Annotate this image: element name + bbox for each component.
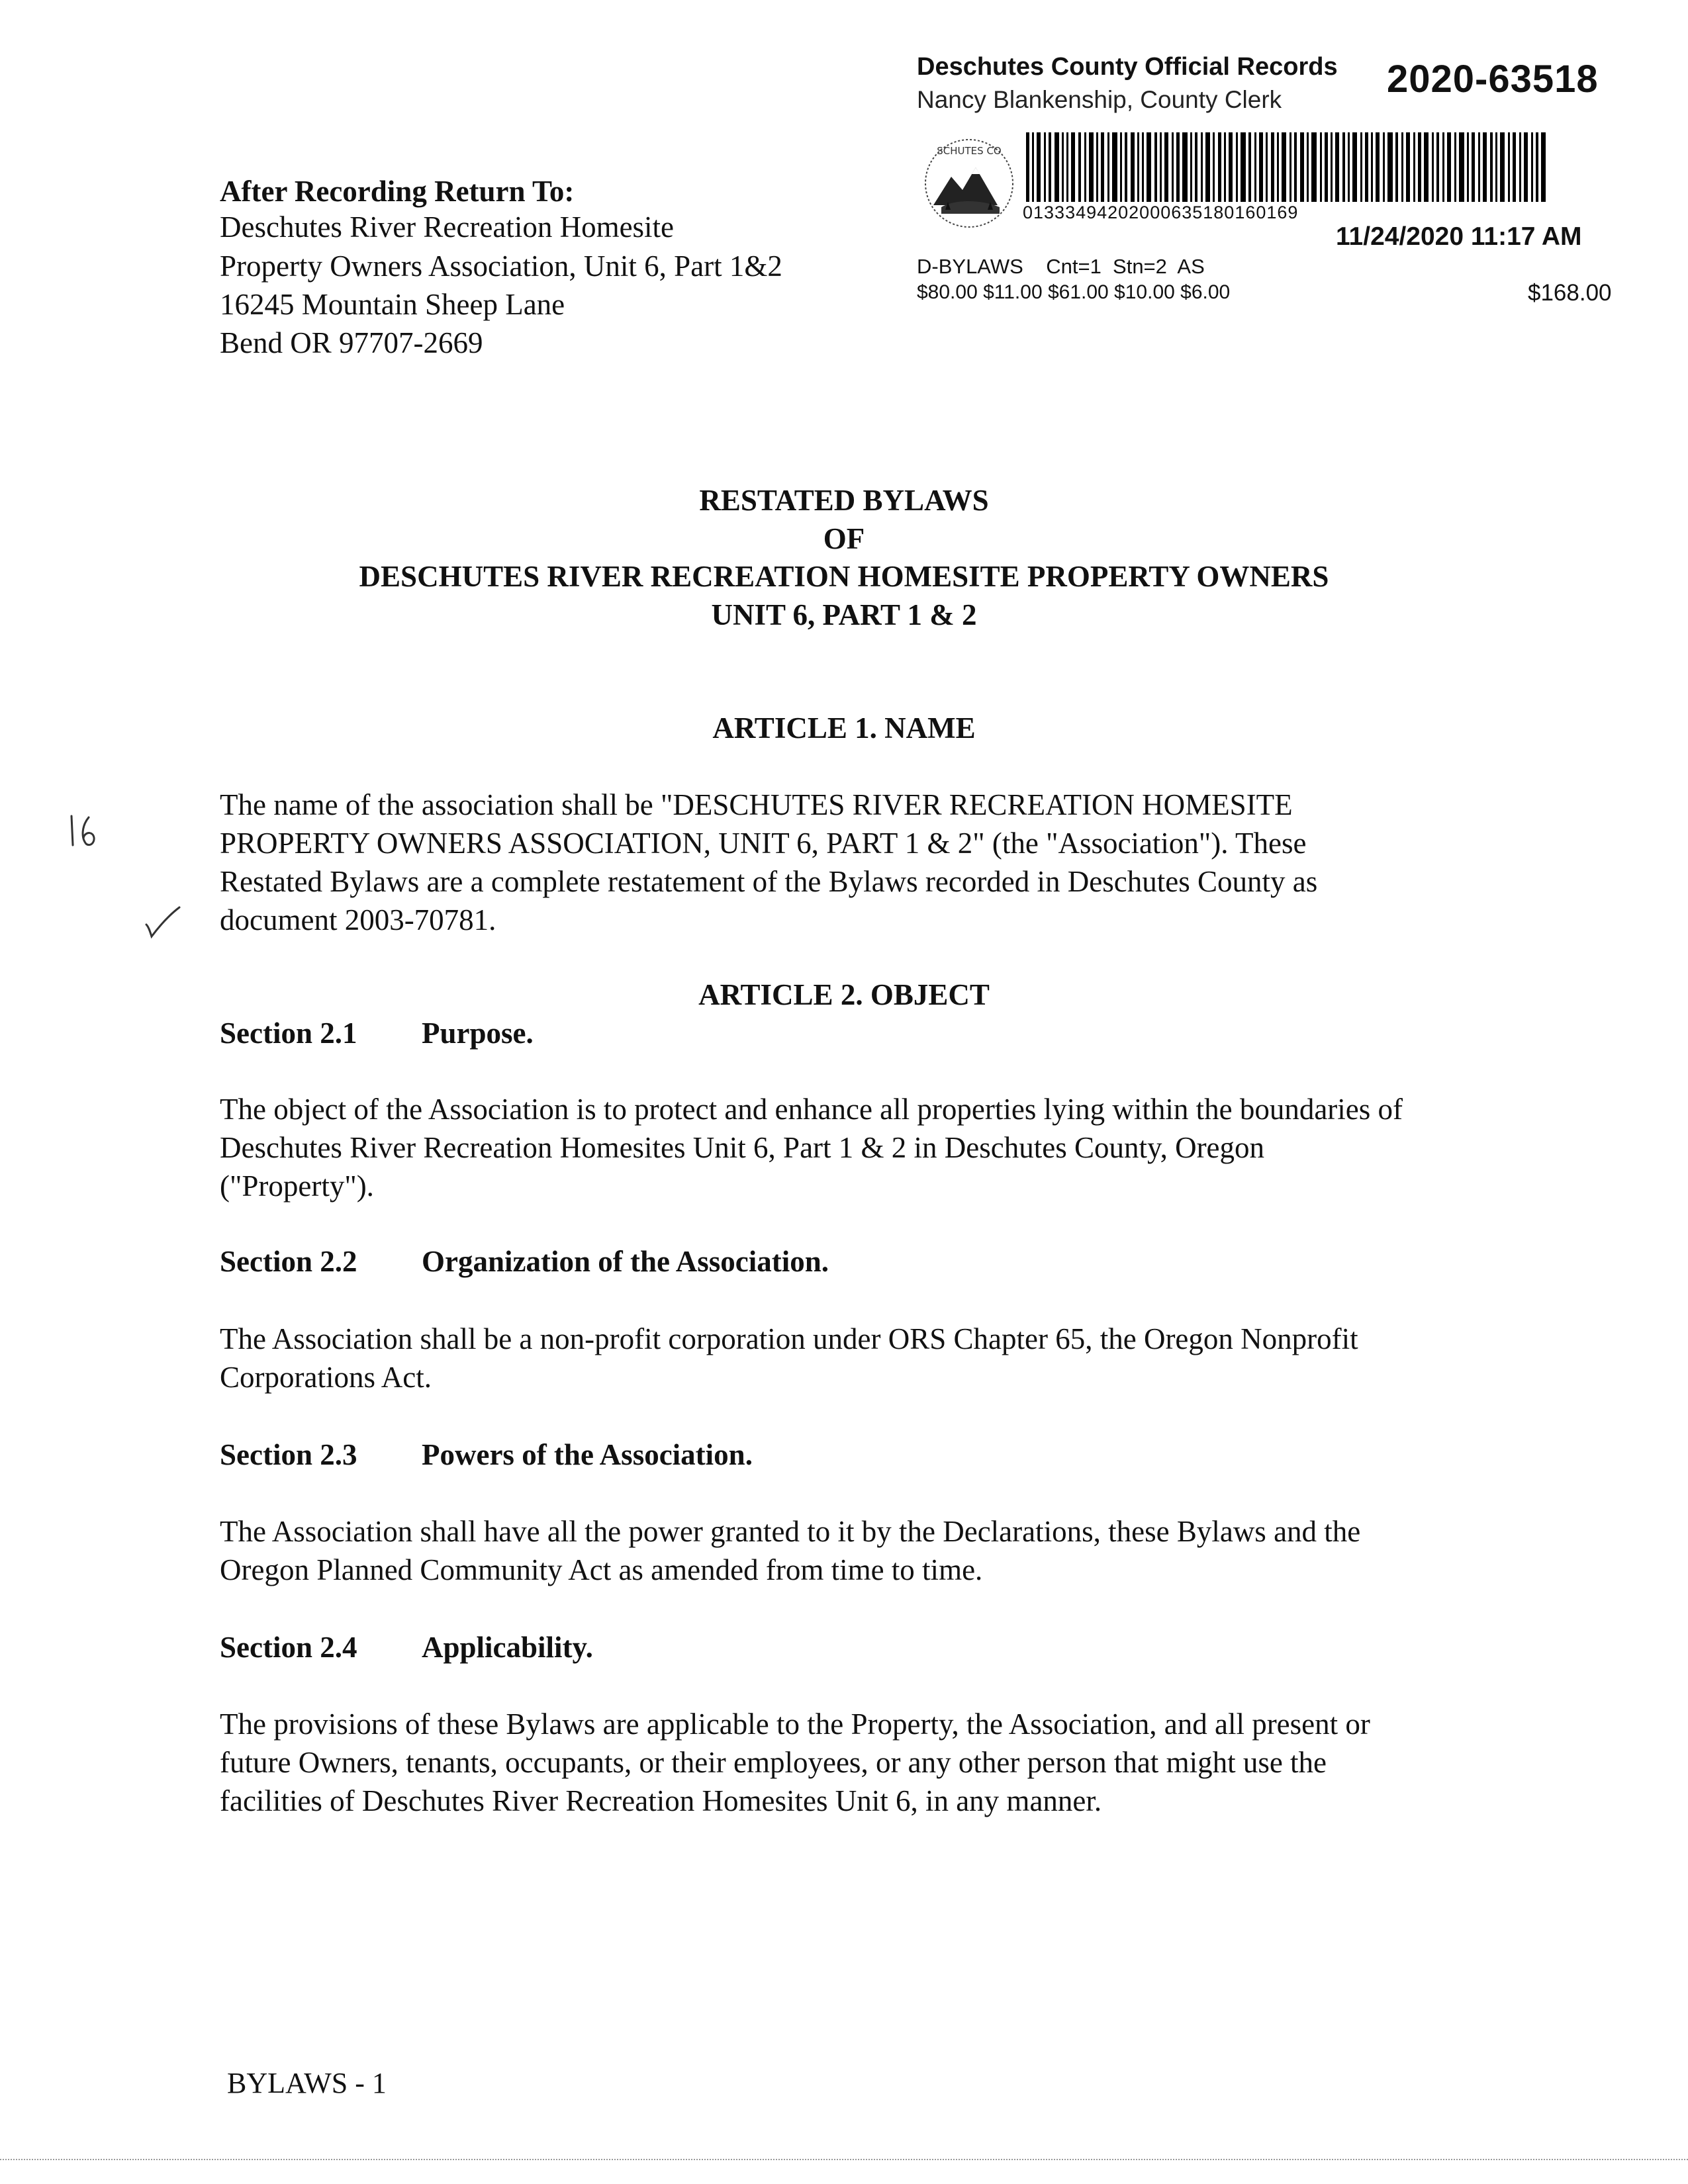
return-address-line: 16245 Mountain Sheep Lane (220, 288, 565, 321)
scan-edge-divider (0, 2159, 1688, 2160)
recording-fees: $80.00 $11.00 $61.00 $10.00 $6.00 (917, 281, 1231, 303)
article-heading: ARTICLE 2. OBJECT (698, 978, 990, 1011)
paragraph-line: Restated Bylaws are a complete restatement of the Bylaws recorded in Deschutes County as (220, 865, 1318, 898)
handwritten-mark-icon (66, 811, 103, 850)
paragraph-line: Oregon Planned Community Act as amended from time to time. (220, 1553, 983, 1586)
svg-text:SCHUTES CO: SCHUTES CO (937, 145, 1002, 157)
return-address-line: Deschutes River Recreation Homesite (220, 210, 675, 244)
document-type-line: D-BYLAWS Cnt=1 Stn=2 AS (917, 255, 1205, 278)
paragraph-line: Deschutes River Recreation Homesites Unit 6, Part 1 & 2 in Deschutes County, Oregon (220, 1131, 1265, 1164)
recording-datetime: 11/24/2020 11:17 AM (1336, 222, 1582, 251)
section-title: Purpose. (422, 1017, 534, 1050)
barcode-number: 01333494202000635180160169 (1023, 203, 1299, 222)
recording-total: $168.00 (1528, 280, 1612, 306)
barcode (1026, 132, 1546, 202)
article-heading: ARTICLE 1. NAME (712, 711, 976, 745)
return-address-line: Property Owners Association, Unit 6, Part 1&2 (220, 250, 782, 283)
document-title: RESTATED BYLAWS (699, 484, 989, 517)
paragraph-line: The Association shall have all the power granted to it by the Declarations, these Bylaws and the (220, 1515, 1361, 1548)
paragraph-line: ("Property"). (220, 1169, 374, 1203)
section-number: Section 2.3 (220, 1438, 357, 1471)
document-title: DESCHUTES RIVER RECREATION HOMESITE PROPERTY OWNERS (359, 560, 1329, 593)
section-number: Section 2.4 (220, 1631, 357, 1664)
page-footer: BYLAWS - 1 (227, 2067, 387, 2099)
recording-office: Deschutes County Official Records (917, 53, 1338, 81)
section-title: Organization of the Association. (422, 1245, 829, 1278)
paragraph-line: The provisions of these Bylaws are applicable to the Property, the Association, and all present or (220, 1707, 1370, 1741)
section-title: Powers of the Association. (422, 1438, 753, 1471)
section-number: Section 2.1 (220, 1017, 357, 1050)
county-seal-icon (915, 136, 1024, 232)
county-clerk: Nancy Blankenship, County Clerk (917, 86, 1282, 113)
paragraph-line: PROPERTY OWNERS ASSOCIATION, UNIT 6, PART 1 & 2" (the "Association"). These (220, 827, 1307, 860)
paragraph-line: The Association shall be a non-profit corporation under ORS Chapter 65, the Oregon Nonprofit (220, 1322, 1358, 1355)
paragraph-line: facilities of Deschutes River Recreation Homesites Unit 6, in any manner. (220, 1784, 1102, 1817)
paragraph-line: Corporations Act. (220, 1361, 432, 1394)
section-title: Applicability. (422, 1631, 593, 1664)
paragraph-line: The object of the Association is to protect and enhance all properties lying within the boundaries of (220, 1093, 1403, 1126)
paragraph-line: The name of the association shall be "DESCHUTES RIVER RECREATION HOMESITE (220, 788, 1293, 821)
check-mark-icon (142, 903, 182, 943)
document-title: OF (823, 522, 865, 555)
return-to-heading: After Recording Return To: (220, 175, 575, 208)
recording-number: 2020-63518 (1387, 58, 1599, 101)
section-number: Section 2.2 (220, 1245, 357, 1278)
return-address-line: Bend OR 97707-2669 (220, 326, 483, 359)
paragraph-line: future Owners, tenants, occupants, or their employees, or any other person that might use the (220, 1746, 1327, 1779)
paragraph-line: document 2003-70781. (220, 903, 496, 936)
document-title: UNIT 6, PART 1 & 2 (711, 598, 977, 631)
